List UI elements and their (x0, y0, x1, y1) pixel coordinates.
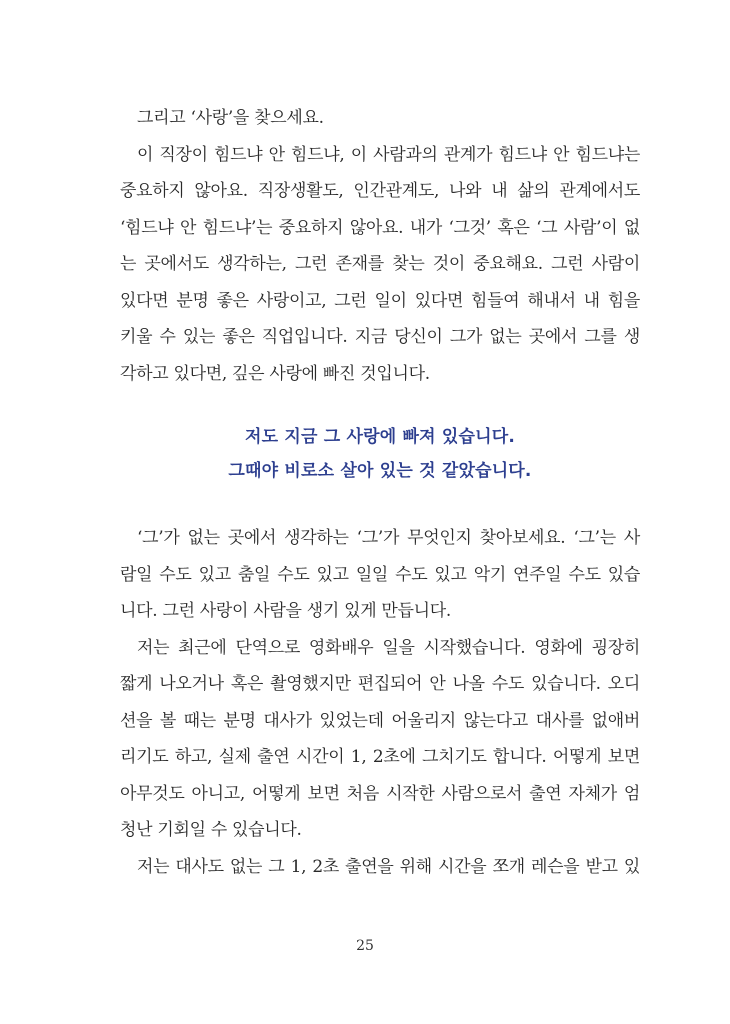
page-number: 25 (356, 938, 374, 954)
text-line: 는 곳에서도 생각하는, 그런 존재를 찾는 것이 중요해요. 그런 사람이 (120, 254, 640, 274)
text-line: 저는 최근에 단역으로 영화배우 일을 시작했습니다. 영화에 굉장히 (137, 637, 640, 658)
callout-line: 그때야 비로소 살아 있는 것 같았습니다. (228, 461, 532, 481)
text-line: 키울 수 있는 좋은 직업입니다. 지금 당신이 그가 없는 곳에서 그를 생 (120, 327, 640, 347)
callout-line: 저도 지금 그 사랑에 빠져 있습니다. (245, 427, 515, 447)
text-line: 각하고 있다면, 깊은 사랑에 빠진 것입니다. (120, 363, 430, 384)
text-line: 니다. 그런 사랑이 사람을 생기 있게 만듭니다. (120, 601, 452, 621)
text-line: 중요하지 않아요. 직장생활도, 인간관계도, 나와 내 삶의 관계에서도 (120, 181, 640, 201)
text-line: 리기도 하고, 실제 출연 시간이 1, 2초에 그치기도 합니다. 어떻게 보면 (120, 747, 640, 767)
paragraph-block-1 (120, 100, 640, 392)
paragraph-block-2 (120, 520, 640, 885)
text-line: 아무것도 아니고, 어떻게 보면 처음 시작한 사람으로서 출연 자체가 엄 (120, 783, 640, 804)
handwritten-callout (120, 420, 640, 488)
text-line: ‘힘드냐 안 힘드냐’는 중요하지 않아요. 내가 ‘그것’ 혹은 ‘그 사람’이 없 (120, 217, 640, 238)
text-line: 짧게 나오거나 혹은 촬영했지만 편집되어 안 나올 수도 있습니다. 오디 (120, 674, 640, 694)
text-line: 람일 수도 있고 춤일 수도 있고 일일 수도 있고 악기 연주일 수도 있습 (120, 564, 640, 585)
text-line: 청난 기회일 수 있습니다. (120, 820, 302, 840)
text-line: 그리고 ‘사랑’을 찾으세요. (137, 108, 324, 128)
text-line: ‘그’가 없는 곳에서 생각하는 ‘그’가 무엇인지 찾아보세요. ‘그’는 사 (137, 528, 640, 548)
text-line: 저는 대사도 없는 그 1, 2초 출연을 위해 시간을 쪼개 레슨을 받고 있 (137, 856, 640, 877)
text-line: 이 직장이 힘드냐 안 힘드냐, 이 사람과의 관계가 힘드냐 안 힘드냐는 (137, 144, 640, 165)
text-line: 션을 볼 때는 분명 대사가 있었는데 어울리지 않는다고 대사를 없애버 (120, 710, 640, 731)
text-line: 있다면 분명 좋은 사랑이고, 그런 일이 있다면 힘들여 해내서 내 힘을 (120, 290, 640, 311)
